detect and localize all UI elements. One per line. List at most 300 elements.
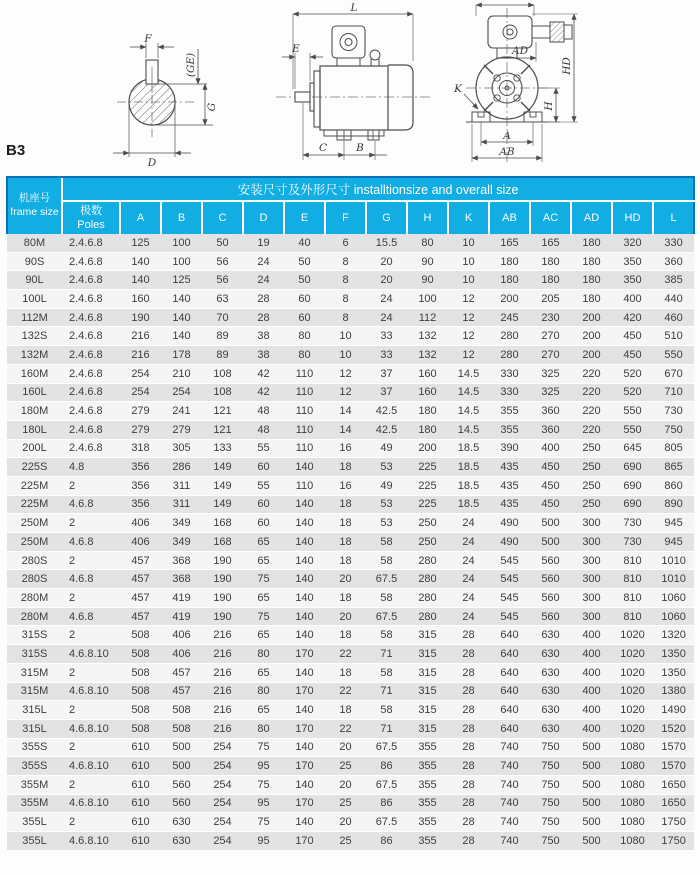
dim-label-hd: HD [561,57,573,75]
dim-cell: 311 [161,495,202,514]
dim-column-header-HD: HD [612,201,653,234]
dim-cell: 140 [284,775,325,794]
dim-cell: 315 [407,701,448,720]
dim-cell: 18 [325,626,366,645]
mounting-code-label: B3 [6,142,26,159]
frame-size-header-cn: 机座号 [18,192,51,205]
dim-cell: 149 [202,458,243,477]
dim-cell: 24 [448,551,489,570]
dim-cell: 560 [530,551,571,570]
table-row [7,383,694,402]
poles-cell: 2.4.6.8 [62,252,120,271]
poles-cell: 2 [62,476,120,495]
frame-size-header [7,177,62,234]
dim-column-header-C: C [202,201,243,234]
dim-cell: 24 [243,252,284,271]
dim-cell: 1520 [653,719,694,738]
dim-cell: 279 [120,420,161,439]
dim-cell: 160 [407,383,448,402]
eyebolt [370,50,380,60]
dim-cell: 22 [325,645,366,664]
dim-cell: 133 [202,439,243,458]
dim-cell: 508 [120,663,161,682]
dim-cell: 690 [612,476,653,495]
dim-cell: 640 [489,663,530,682]
dim-cell: 38 [243,327,284,346]
frame-size-cell: 200L [7,439,62,458]
dim-cell: 1380 [653,682,694,701]
poles-cell: 4.6.8 [62,570,120,589]
dim-cell: 89 [202,327,243,346]
frame-size-cell: 160L [7,383,62,402]
dim-cell: 33 [366,346,407,365]
dim-cell: 24 [366,290,407,309]
dim-cell: 385 [653,271,694,290]
dim-label-a: A [503,130,511,142]
table-row [7,402,694,421]
dim-cell: 42 [243,364,284,383]
dim-cell: 220 [571,402,612,421]
dim-cell: 1080 [612,775,653,794]
dim-cell: 180 [571,234,612,252]
dim-cell: 805 [653,439,694,458]
dim-column-header-D: D [243,201,284,234]
dim-cell: 22 [325,719,366,738]
dim-cell: 125 [120,234,161,252]
table-row [7,832,694,851]
table-row [7,290,694,309]
dim-cell: 1080 [612,757,653,776]
dim-column-header-AC: AC [530,201,571,234]
dim-cell: 280 [407,607,448,626]
dim-cell: 140 [161,308,202,327]
dim-cell: 216 [202,645,243,664]
dim-cell: 100 [161,234,202,252]
dim-cell: 457 [120,589,161,608]
dim-cell: 254 [120,383,161,402]
dim-column-header-B: B [161,201,202,234]
frame-size-cell: 355M [7,794,62,813]
dim-cell: 18 [325,458,366,477]
dim-cell: 610 [120,832,161,851]
dim-cell: 1320 [653,626,694,645]
dim-cell: 220 [571,364,612,383]
poles-cell: 4.6.8.10 [62,757,120,776]
dim-cell: 216 [120,327,161,346]
dim-cell: 28 [448,645,489,664]
dim-cell: 610 [120,757,161,776]
dim-cell: 355 [407,757,448,776]
dim-cell: 550 [612,420,653,439]
dim-cell: 630 [161,832,202,851]
dim-cell: 24 [448,589,489,608]
dim-cell: 180 [407,402,448,421]
dim-cell: 12 [325,383,366,402]
dim-cell: 86 [366,794,407,813]
dim-cell: 1350 [653,645,694,664]
conduit-coupling [550,22,564,42]
dim-cell: 28 [448,682,489,701]
dim-cell: 545 [489,607,530,626]
dim-cell: 355 [407,738,448,757]
dim-cell: 16 [325,476,366,495]
dim-cell: 50 [284,252,325,271]
dim-cell: 225 [407,476,448,495]
dim-cell: 70 [202,308,243,327]
dim-cell: 95 [243,757,284,776]
motor-end-view-diagram [452,0,637,170]
dim-cell: 80 [284,327,325,346]
dim-cell: 170 [284,757,325,776]
dim-cell: 14.5 [448,420,489,439]
dim-cell: 15.5 [366,234,407,252]
dim-label-b: B [356,142,364,154]
dim-cell: 38 [243,346,284,365]
dim-cell: 168 [202,533,243,552]
dim-cell: 140 [284,570,325,589]
frame-size-cell: 280S [7,570,62,589]
table-row [7,252,694,271]
dim-label-ad: AD [511,45,529,57]
dim-cell: 640 [489,626,530,645]
dim-cell: 18.5 [448,458,489,477]
dim-cell: 630 [530,682,571,701]
frame-size-cell: 180L [7,420,62,439]
dim-column-header-F: F [325,201,366,234]
dim-cell: 1080 [612,794,653,813]
table-row [7,514,694,533]
dim-cell: 630 [530,626,571,645]
dim-cell: 56 [202,252,243,271]
dim-cell: 1570 [653,757,694,776]
poles-cell: 2 [62,701,120,720]
dim-cell: 20 [325,775,366,794]
table-row [7,570,694,589]
dim-cell: 355 [407,832,448,851]
dim-cell: 280 [407,589,448,608]
dim-cell: 140 [284,738,325,757]
dim-cell: 750 [653,420,694,439]
dim-cell: 216 [202,682,243,701]
dim-cell: 457 [120,607,161,626]
dim-cell: 180 [407,420,448,439]
dim-cell: 140 [284,514,325,533]
dim-cell: 640 [489,682,530,701]
dim-cell: 12 [448,290,489,309]
dim-cell: 325 [530,383,571,402]
dim-cell: 67.5 [366,607,407,626]
table-row [7,757,694,776]
table-body [7,234,694,850]
dim-cell: 355 [489,420,530,439]
terminal-box [332,26,365,58]
dim-cell: 56 [202,271,243,290]
table-row [7,476,694,495]
poles-cell: 2 [62,813,120,832]
dim-cell: 140 [284,626,325,645]
dim-cell: 37 [366,383,407,402]
dim-cell: 75 [243,738,284,757]
dim-cell: 140 [284,495,325,514]
dim-cell: 419 [161,607,202,626]
dim-cell: 750 [530,813,571,832]
dim-label-ab: AB [499,146,515,158]
poles-cell: 4.6.8 [62,533,120,552]
dim-cell: 254 [202,832,243,851]
poles-cell: 4.8 [62,458,120,477]
dim-cell: 810 [612,607,653,626]
dim-cell: 254 [202,775,243,794]
frame-size-cell: 90L [7,271,62,290]
dim-cell: 550 [653,346,694,365]
table-title: 安装尺寸及外形尺寸 installtionsize and overall size [62,177,694,201]
dim-cell: 500 [571,738,612,757]
dim-cell: 355 [407,775,448,794]
dim-cell: 149 [202,495,243,514]
frame-size-cell: 315S [7,626,62,645]
dim-cell: 560 [530,589,571,608]
dim-cell: 250 [407,533,448,552]
dim-label-c: C [318,142,328,154]
poles-cell: 2 [62,663,120,682]
dim-cell: 160 [120,290,161,309]
dim-cell: 14 [325,420,366,439]
dim-cell: 20 [325,813,366,832]
dim-cell: 28 [448,738,489,757]
frame-size-cell: 315M [7,663,62,682]
dim-cell: 20 [366,271,407,290]
table-row [7,813,694,832]
poles-cell: 2 [62,738,120,757]
dim-cell: 20 [325,570,366,589]
dim-cell: 67.5 [366,738,407,757]
dim-cell: 108 [202,364,243,383]
dim-cell: 1010 [653,551,694,570]
dim-cell: 1490 [653,701,694,720]
dim-cell: 400 [571,701,612,720]
dim-cell: 520 [612,383,653,402]
dim-cell: 24 [448,607,489,626]
dim-cell: 140 [284,607,325,626]
dim-cell: 180 [489,252,530,271]
terminal-box [488,16,532,48]
frame-size-cell: 132M [7,346,62,365]
dim-cell: 368 [161,570,202,589]
frame-size-cell: 80M [7,234,62,252]
table-row [7,626,694,645]
dim-cell: 8 [325,308,366,327]
dim-cell: 280 [407,570,448,589]
dim-cell: 435 [489,495,530,514]
dim-cell: 500 [530,533,571,552]
dim-cell: 254 [202,794,243,813]
dim-cell: 945 [653,533,694,552]
dim-cell: 400 [530,439,571,458]
dim-cell: 1650 [653,775,694,794]
dim-cell: 250 [571,458,612,477]
dim-cell: 450 [530,476,571,495]
dim-cell: 160 [407,364,448,383]
poles-cell: 2 [62,551,120,570]
dim-cell: 24 [366,308,407,327]
dim-cell: 65 [243,533,284,552]
dim-cell: 640 [489,645,530,664]
dim-cell: 508 [120,719,161,738]
table-row [7,420,694,439]
dim-cell: 180 [530,252,571,271]
dim-cell: 250 [571,495,612,514]
dim-cell: 270 [530,346,571,365]
dim-label-l: L [350,3,358,14]
table-row [7,682,694,701]
dim-cell: 254 [202,757,243,776]
dim-cell: 320 [612,234,653,252]
dim-cell: 245 [489,308,530,327]
dim-cell: 740 [489,794,530,813]
dim-cell: 67.5 [366,775,407,794]
dim-cell: 28 [448,663,489,682]
table-row [7,551,694,570]
frame-size-cell: 250M [7,514,62,533]
dim-cell: 1020 [612,663,653,682]
dim-cell: 610 [120,738,161,757]
dim-cell: 810 [612,551,653,570]
table-row [7,738,694,757]
dim-cell: 65 [243,626,284,645]
dim-cell: 400 [571,663,612,682]
dim-cell: 200 [571,346,612,365]
dim-cell: 19 [243,234,284,252]
dim-cell: 865 [653,458,694,477]
dim-cell: 254 [202,813,243,832]
dim-cell: 545 [489,570,530,589]
dim-cell: 75 [243,607,284,626]
poles-cell: 2.4.6.8 [62,383,120,402]
dim-cell: 112 [407,308,448,327]
dim-cell: 419 [161,589,202,608]
dim-cell: 24 [448,533,489,552]
dim-cell: 315 [407,682,448,701]
dim-cell: 1650 [653,794,694,813]
dimension-table [6,176,695,851]
dim-cell: 60 [284,290,325,309]
dim-cell: 28 [448,813,489,832]
dim-cell: 1020 [612,645,653,664]
dim-cell: 14 [325,402,366,421]
dim-cell: 230 [530,308,571,327]
poles-cell: 4.6.8.10 [62,719,120,738]
dim-cell: 200 [571,308,612,327]
frame-size-cell: 280M [7,607,62,626]
poles-header-cn: 极数 [80,204,102,217]
dim-cell: 630 [161,813,202,832]
dim-cell: 315 [407,663,448,682]
conduit-pipe [532,26,550,38]
poles-cell: 2 [62,589,120,608]
frame-size-header-en: frame size [10,206,59,218]
frame-size-cell: 315S [7,645,62,664]
table-row [7,327,694,346]
dim-cell: 286 [161,458,202,477]
dim-cell: 457 [161,682,202,701]
dim-cell: 500 [571,832,612,851]
dim-cell: 750 [530,757,571,776]
dim-cell: 508 [120,645,161,664]
poles-cell: 2.4.6.8 [62,346,120,365]
dim-cell: 86 [366,757,407,776]
dim-cell: 500 [571,813,612,832]
poles-cell: 4.6.8.10 [62,832,120,851]
poles-cell: 2.4.6.8 [62,271,120,290]
dim-cell: 220 [571,383,612,402]
dim-cell: 18 [325,533,366,552]
dim-cell: 65 [243,663,284,682]
dim-cell: 254 [161,383,202,402]
dim-cell: 140 [284,589,325,608]
dim-cell: 305 [161,439,202,458]
dim-cell: 440 [653,290,694,309]
dim-cell: 508 [120,626,161,645]
dim-cell: 20 [325,607,366,626]
dim-cell: 250 [407,514,448,533]
column-header-row [7,201,694,234]
dim-cell: 500 [161,757,202,776]
frame-size-cell: 225M [7,476,62,495]
dim-cell: 180 [571,252,612,271]
dim-cell: 520 [612,364,653,383]
dim-cell: 1080 [612,813,653,832]
dim-cell: 100 [407,290,448,309]
dim-cell: 250 [571,439,612,458]
table-row [7,607,694,626]
dim-label-g: G [206,102,218,112]
dim-label-f: F [144,33,152,45]
dim-cell: 225 [407,495,448,514]
dim-cell: 60 [243,495,284,514]
dim-cell: 25 [325,757,366,776]
dim-cell: 125 [161,271,202,290]
dim-cell: 14.5 [448,383,489,402]
dim-cell: 1750 [653,832,694,851]
poles-cell: 2.4.6.8 [62,364,120,383]
dim-cell: 140 [120,271,161,290]
frame-size-cell: 280S [7,551,62,570]
dim-cell: 18 [325,551,366,570]
dim-cell: 610 [120,775,161,794]
dim-cell: 180 [530,271,571,290]
table-row [7,794,694,813]
dim-cell: 750 [530,775,571,794]
dim-cell: 108 [202,383,243,402]
poles-header-en: Poles [77,219,105,231]
dim-cell: 630 [530,663,571,682]
dim-cell: 20 [325,738,366,757]
dim-cell: 945 [653,514,694,533]
frame-size-cell: 355M [7,775,62,794]
dim-cell: 400 [612,290,653,309]
dim-column-header-AB: AB [489,201,530,234]
dim-cell: 110 [284,402,325,421]
dim-cell: 545 [489,551,530,570]
dim-cell: 457 [120,570,161,589]
table-row [7,234,694,252]
table-row [7,645,694,664]
dim-cell: 65 [243,551,284,570]
dim-cell: 1010 [653,570,694,589]
dim-cell: 28 [448,626,489,645]
dim-cell: 750 [530,794,571,813]
dim-cell: 510 [653,327,694,346]
